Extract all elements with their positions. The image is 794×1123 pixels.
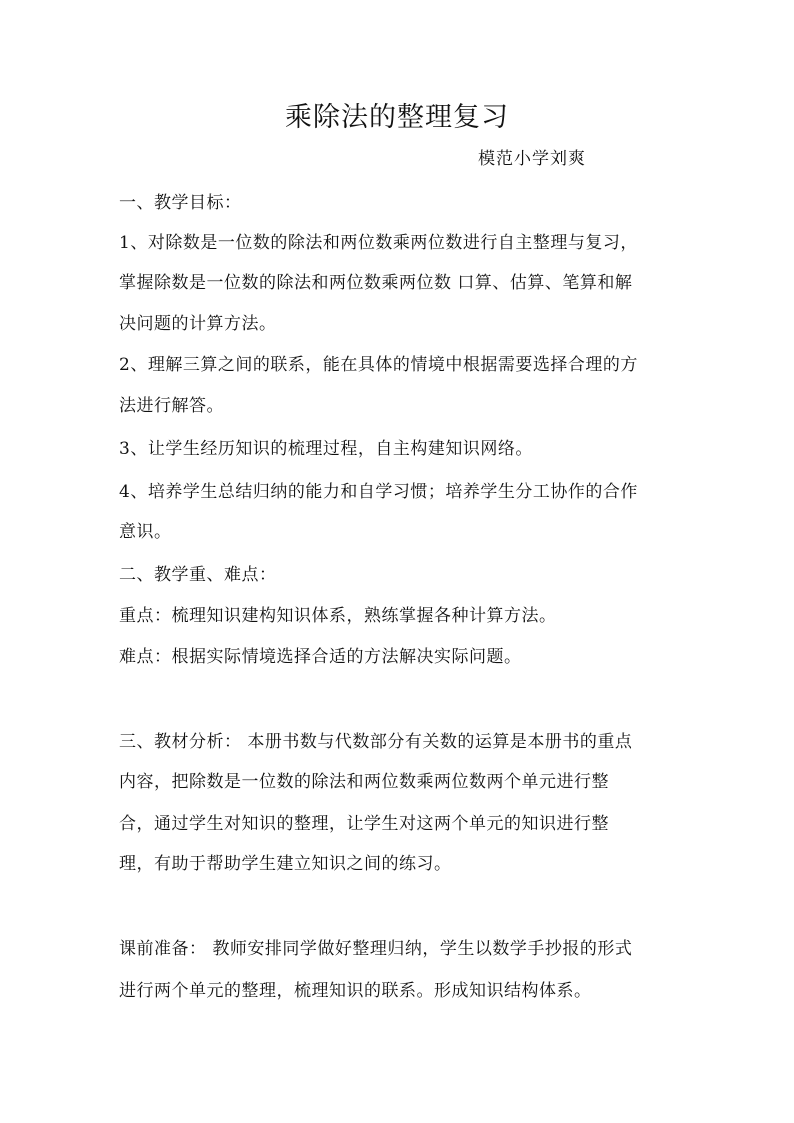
document-title: 乘除法的整理复习 [285, 102, 509, 133]
material-analysis-line-2: 内容，把除数是一位数的除法和两位数乘两位数两个单元进行整 [119, 772, 609, 792]
material-analysis-line-3: 合，通过学生对知识的整理，让学生对这两个单元的知识进行整 [119, 814, 609, 834]
material-analysis-line-4: 理，有助于帮助学生建立知识之间的练习。 [119, 854, 452, 874]
preparation-line-1: 课前准备： 教师安排同学做好整理归纳，学生以数学手抄报的形式 [119, 939, 633, 959]
document-author: 模范小学刘爽 [478, 149, 586, 169]
section-heading-objectives: 一、教学目标： [119, 193, 242, 213]
objective-4-line-1: 4、培养学生总结归纳的能力和自学习惯；培养学生分工协作的合作 [119, 482, 638, 502]
objective-1-line-3: 决问题的计算方法。 [119, 314, 277, 334]
material-analysis-line-1: 三、教材分析： 本册书数与代数部分有关数的运算是本册书的重点 [119, 732, 633, 752]
difficult-point-line: 难点：根据实际情境选择合适的方法解决实际问题。 [119, 647, 522, 667]
objective-1-line-1: 1、对除数是一位数的除法和两位数乘两位数进行自主整理与复习， [119, 233, 638, 253]
objective-2-line-2: 法进行解答。 [119, 396, 224, 416]
preparation-line-2: 进行两个单元的整理，梳理知识的联系。形成知识结构体系。 [119, 981, 592, 1001]
objective-2-line-1: 2、理解三算之间的联系，能在具体的情境中根据需要选择合理的方 [119, 355, 638, 375]
objective-1-line-2: 掌握除数是一位数的除法和两位数乘两位数 口算、估算、笔算和解 [119, 273, 633, 293]
objective-4-line-2: 意识。 [119, 522, 172, 542]
key-point-line: 重点：梳理知识建构知识体系，熟练掌握各种计算方法。 [119, 606, 557, 626]
section-heading-key-points: 二、教学重、难点： [119, 565, 277, 585]
objective-3-line: 3、让学生经历知识的梳理过程，自主构建知识网络。 [119, 439, 533, 459]
